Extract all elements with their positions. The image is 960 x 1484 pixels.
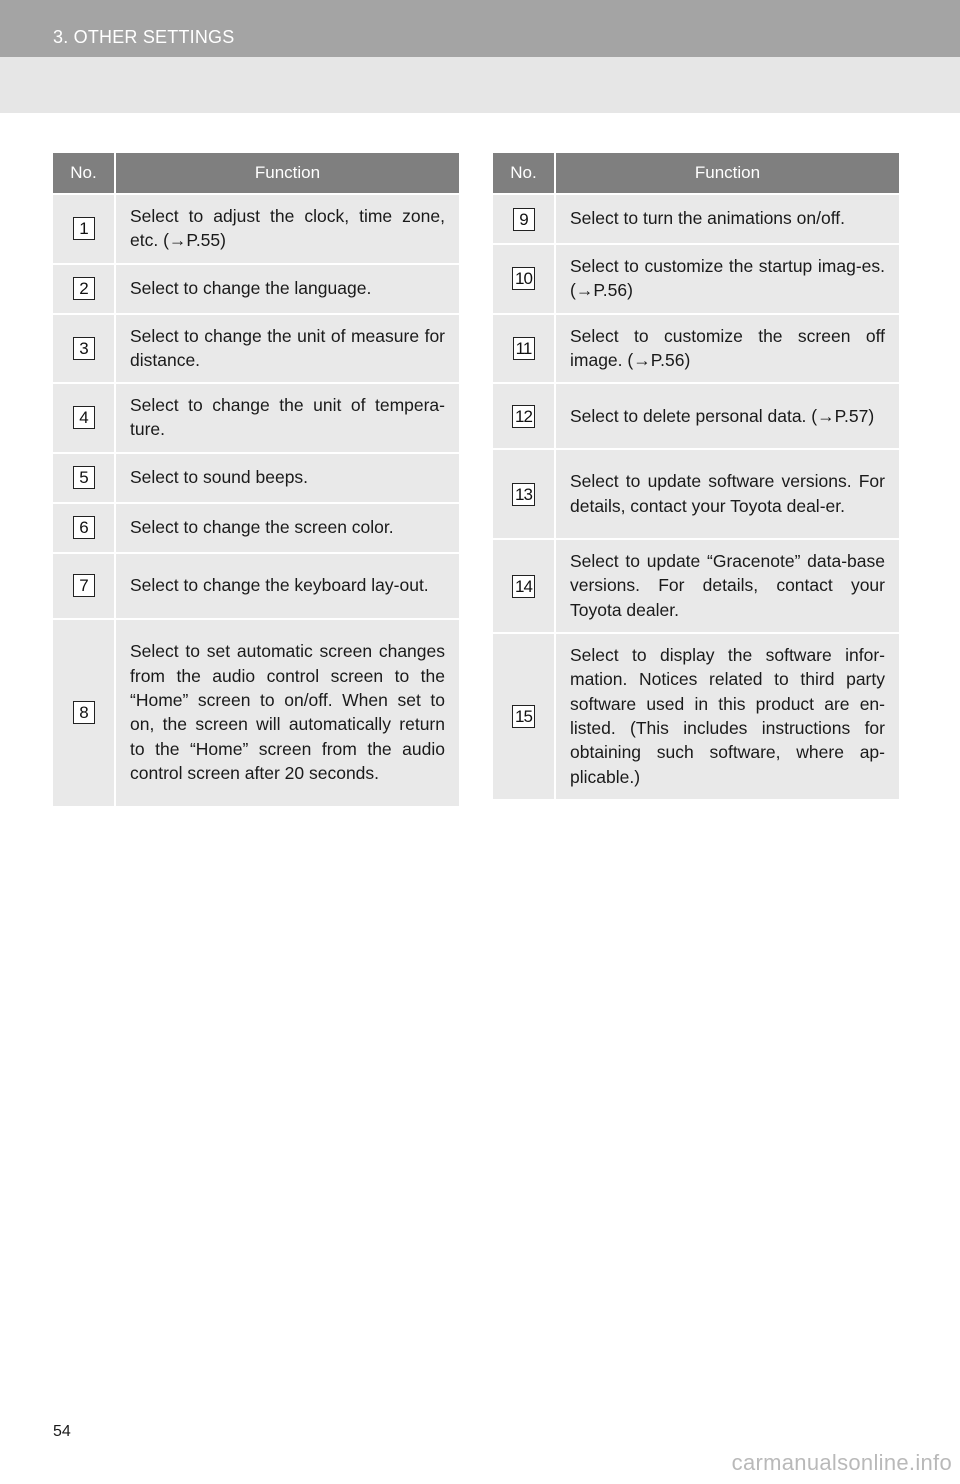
- table-row: [493, 539, 899, 633]
- number-10-icon: 10: [512, 267, 535, 290]
- row-number-cell: [493, 633, 555, 799]
- function-description: Select to delete personal data. (→P.57): [555, 383, 899, 449]
- row-number-cell: [53, 314, 115, 384]
- function-description: Select to display the software infor-mation. Notices related to third party software used in this product are en-listed. (This includes instructions for obtaining such software, where ap-plicable.): [555, 633, 899, 799]
- column-header-function: Function: [555, 153, 899, 194]
- table-row: [493, 383, 899, 449]
- column-header-function: Function: [115, 153, 459, 194]
- number-14-icon: 14: [512, 575, 535, 598]
- table-row: [53, 194, 459, 264]
- table-row: [53, 619, 459, 806]
- number-6-icon: 6: [73, 516, 95, 539]
- function-description: Select to set automatic screen changes from the audio control screen to the “Home” screen to on/off. When set to on, the screen will automatically return to the “Home” screen from the audio control screen after 20 seconds.: [115, 619, 459, 806]
- table-row: [53, 553, 459, 619]
- row-number-cell: [53, 453, 115, 503]
- row-number-cell: [493, 539, 555, 633]
- table-row: [53, 383, 459, 453]
- number-8-icon: 8: [73, 701, 95, 724]
- function-description: Select to change the language.: [115, 264, 459, 314]
- row-number-cell: [53, 264, 115, 314]
- section-title: 3. OTHER SETTINGS: [53, 27, 235, 47]
- watermark: carmanualsonline.info: [731, 1450, 952, 1475]
- row-number-cell: [53, 503, 115, 553]
- number-12-icon: 12: [512, 405, 535, 428]
- table-row: [493, 244, 899, 314]
- number-7-icon: 7: [73, 574, 95, 597]
- table-row: [493, 314, 899, 384]
- number-5-icon: 5: [73, 466, 95, 489]
- column-header-no: No.: [493, 153, 555, 194]
- function-description: Select to change the unit of measure for distance.: [115, 314, 459, 384]
- function-description: Select to sound beeps.: [115, 453, 459, 503]
- table-header-row: [493, 153, 899, 194]
- number-15-icon: 15: [512, 705, 535, 728]
- function-description: Select to adjust the clock, time zone, etc. (→P.55): [115, 194, 459, 264]
- function-description: Select to change the screen color.: [115, 503, 459, 553]
- function-description: Select to turn the animations on/off.: [555, 194, 899, 244]
- function-table-right: [493, 153, 899, 799]
- table-row: [53, 264, 459, 314]
- number-2-icon: 2: [73, 277, 95, 300]
- function-description: Select to customize the startup imag-es. (→P.56): [555, 244, 899, 314]
- function-table-left: [53, 153, 459, 806]
- table-row: [493, 449, 899, 539]
- number-13-icon: 13: [512, 483, 535, 506]
- function-description: Select to customize the screen off image. (→P.56): [555, 314, 899, 384]
- row-number-cell: [53, 619, 115, 806]
- function-description: Select to update “Gracenote” data-base versions. For details, contact your Toyota dealer.: [555, 539, 899, 633]
- page-number: 54: [53, 1423, 71, 1440]
- row-number-cell: [53, 553, 115, 619]
- number-4-icon: 4: [73, 406, 95, 429]
- column-header-no: No.: [53, 153, 115, 194]
- row-number-cell: [53, 383, 115, 453]
- table-row: [493, 633, 899, 799]
- number-1-icon: 1: [73, 217, 95, 240]
- header-bar: [0, 0, 960, 57]
- number-3-icon: 3: [73, 337, 95, 360]
- row-number-cell: [493, 244, 555, 314]
- table-row: [493, 194, 899, 244]
- row-number-cell: [493, 383, 555, 449]
- function-description: Select to change the keyboard lay-out.: [115, 553, 459, 619]
- row-number-cell: [493, 314, 555, 384]
- row-number-cell: [53, 194, 115, 264]
- table-row: [53, 503, 459, 553]
- function-description: Select to update software versions. For details, contact your Toyota deal-er.: [555, 449, 899, 539]
- row-number-cell: [493, 194, 555, 244]
- row-number-cell: [493, 449, 555, 539]
- table-row: [53, 453, 459, 503]
- number-11-icon: 11: [513, 337, 535, 360]
- table-header-row: [53, 153, 459, 194]
- function-description: Select to change the unit of tempera-ture.: [115, 383, 459, 453]
- table-row: [53, 314, 459, 384]
- number-9-icon: 9: [513, 208, 535, 231]
- header-band: [0, 57, 960, 113]
